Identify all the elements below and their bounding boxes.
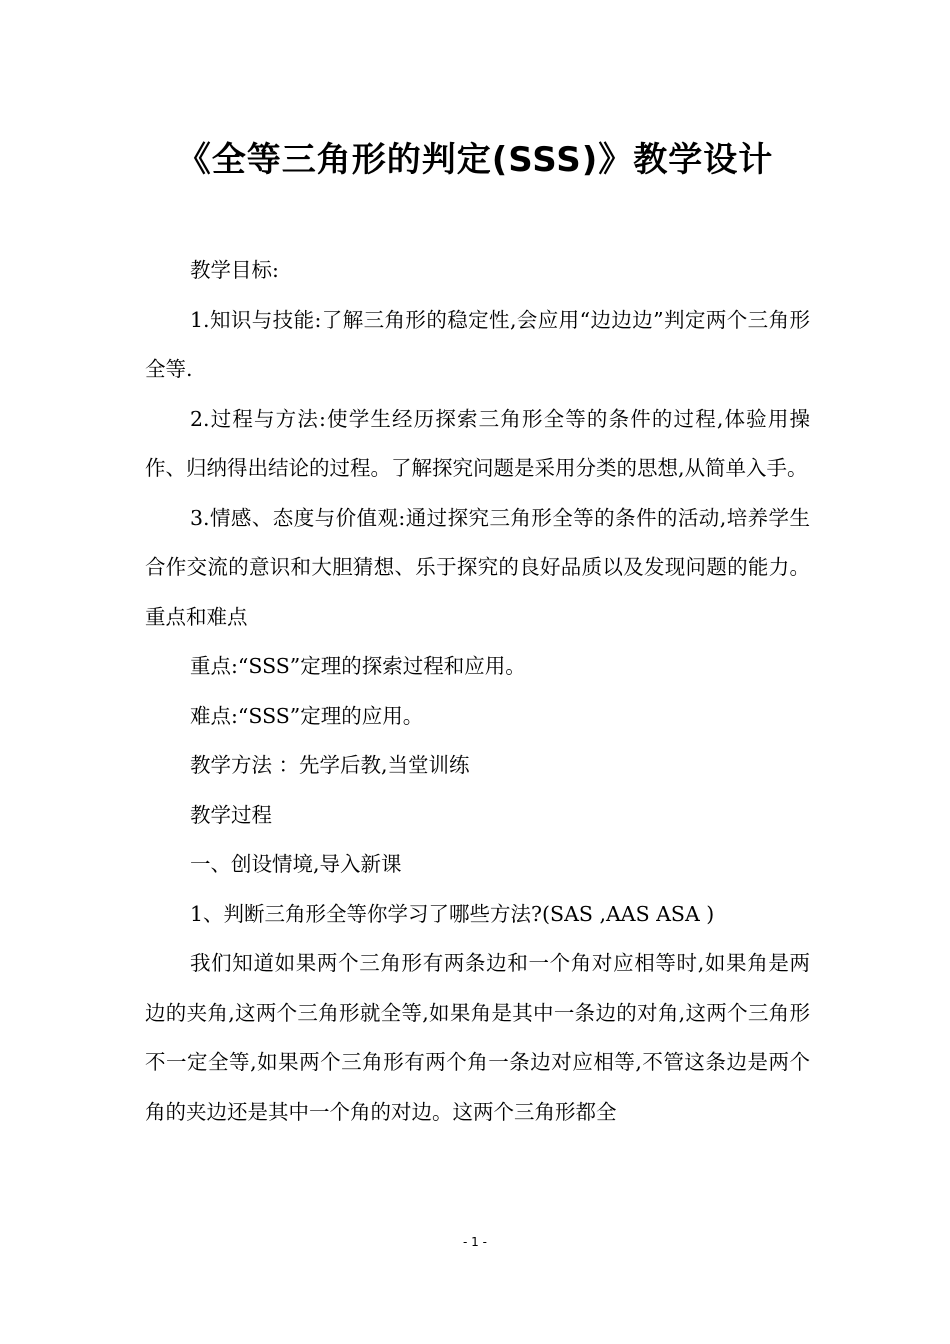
paragraph-key-point: 重点:“SSS”定理的探索过程和应用。 — [190, 654, 526, 678]
paragraph-objectives-heading: 教学目标: — [190, 258, 279, 282]
document-body — [145, 246, 810, 1137]
paragraph-teaching-process: 教学过程 — [190, 802, 272, 827]
paragraph-explanation: 我们知道如果两个三角形有两条边和一个角对应相等时,如果角是两边的夹角,这两个三角形就全等,如果角是其中一条边的对角,这两个三角形不一定全等,如果两个三角形有两个角一条边对应相等,不管这条边是两个角的夹边还是其中一个角的对边。这两个三角形都全 — [145, 951, 810, 1124]
document-title: 《全等三角形的判定(SSS)》教学设计 — [176, 140, 774, 180]
paragraph-teaching-method: 教学方法 ：先学后教,当堂训练 — [190, 753, 470, 777]
page-number: - 1 - — [463, 1235, 487, 1249]
paragraph-section-1: 一、创设情境,导入新课 — [190, 852, 402, 876]
paragraph-objective-2: 2.过程与方法:使学生经历探索三角形全等的条件的过程,体验用操作、归纳得出结论的过程。了解探究问题是采用分类的思想,从简单入手。 — [145, 406, 810, 480]
paragraph-difficult-point: 难点:“SSS”定理的应用。 — [190, 703, 424, 728]
paragraph-objective-1: 1.知识与技能:了解三角形的稳定性,会应用“边边边”判定两个三角形全等. — [145, 307, 810, 381]
paragraph-objective-3: 3.情感、态度与价值观:通过探究三角形全等的条件的活动,培养学生合作交流的意识和大胆猜想、乐于探究的良好品质以及发现问题的能力。重点和难点 — [145, 505, 810, 629]
paragraph-question-1: 1、判断三角形全等你学习了哪些方法?(SAS ,AAS ASA ) — [190, 901, 715, 926]
